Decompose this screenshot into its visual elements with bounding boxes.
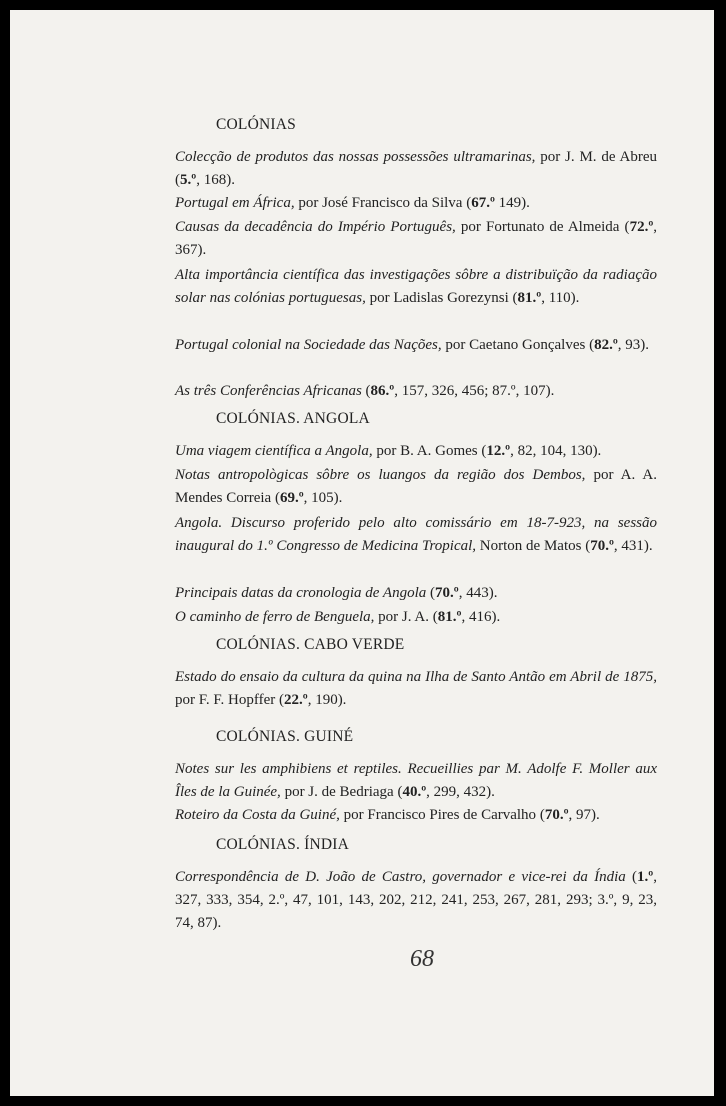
list-item: Colecção de produtos das nossas possessões ultramarinas, por J. M. de Abreu (5.º, 168).	[175, 149, 657, 188]
list-item: Portugal em África, por José Francisco da Silva (67.º 149).	[175, 195, 530, 211]
list-item: Alta importância científica das investigações sôbre a distribuïção da radiação solar nas colónias portuguesas, por Ladislas Gorezynsi (81.º, 110).	[175, 267, 657, 306]
list-item: Portugal colonial na Sociedade das Nações, por Caetano Gonçalves (82.º, 93).	[175, 337, 650, 353]
section-heading: COLÓNIAS. GUINÉ	[216, 728, 354, 745]
list-item: Causas da decadência do Império Português, por Fortunato de Almeida (72.º, 367).	[175, 219, 658, 258]
list-item: Principais datas da cronologia de Angola (70.º, 443).	[175, 585, 498, 601]
list-item: Estado do ensaio da cultura da quina na Ilha de Santo Antão em Abril de 1875, por F. F. Hopffer (22.º, 190).	[175, 669, 657, 708]
list-item: Notas antropològicas sôbre os luangos da região dos Dembos, por A. A. Mendes Correia (69.º, 105).	[175, 467, 657, 506]
list-item: Correspondência de D. João de Castro, governador e vice-rei da Índia (1.º, 327, 333, 354, 2.º, 47, 101, 143, 202, 212, 241, 253, 267, 281, 293; 3.º, 9, 23, 74, 87).	[175, 869, 657, 931]
section-heading: COLÓNIAS. CABO VERDE	[216, 636, 405, 653]
list-item: Notes sur les amphibiens et reptiles. Recueillies par M. Adolfe F. Moller aux Îles de la Guinée, por J. de Bedriaga (40.º, 299, 432).	[175, 761, 657, 800]
list-item: Angola. Discurso proferido pelo alto comissário em 18-7-923, na sessão inaugural do 1.º Congresso de Medicina Tropical, Norton de Matos (70.º, 431).	[175, 515, 657, 554]
list-item: Uma viagem científica a Angola, por B. A. Gomes (12.º, 82, 104, 130).	[175, 443, 602, 459]
section-heading: COLÓNIAS	[216, 116, 296, 133]
list-item: Roteiro da Costa da Guiné, por Francisco Pires de Carvalho (70.º, 97).	[175, 807, 600, 823]
section-heading: COLÓNIAS. ANGOLA	[216, 410, 370, 427]
page-number: 68	[410, 946, 434, 972]
section-heading: COLÓNIAS. ÍNDIA	[216, 836, 350, 853]
book-page	[10, 10, 714, 1096]
list-item: O caminho de ferro de Benguela, por J. A. (81.º, 416).	[175, 609, 501, 625]
list-item: As três Conferências Africanas (86.º, 157, 326, 456; 87.º, 107).	[175, 383, 555, 399]
